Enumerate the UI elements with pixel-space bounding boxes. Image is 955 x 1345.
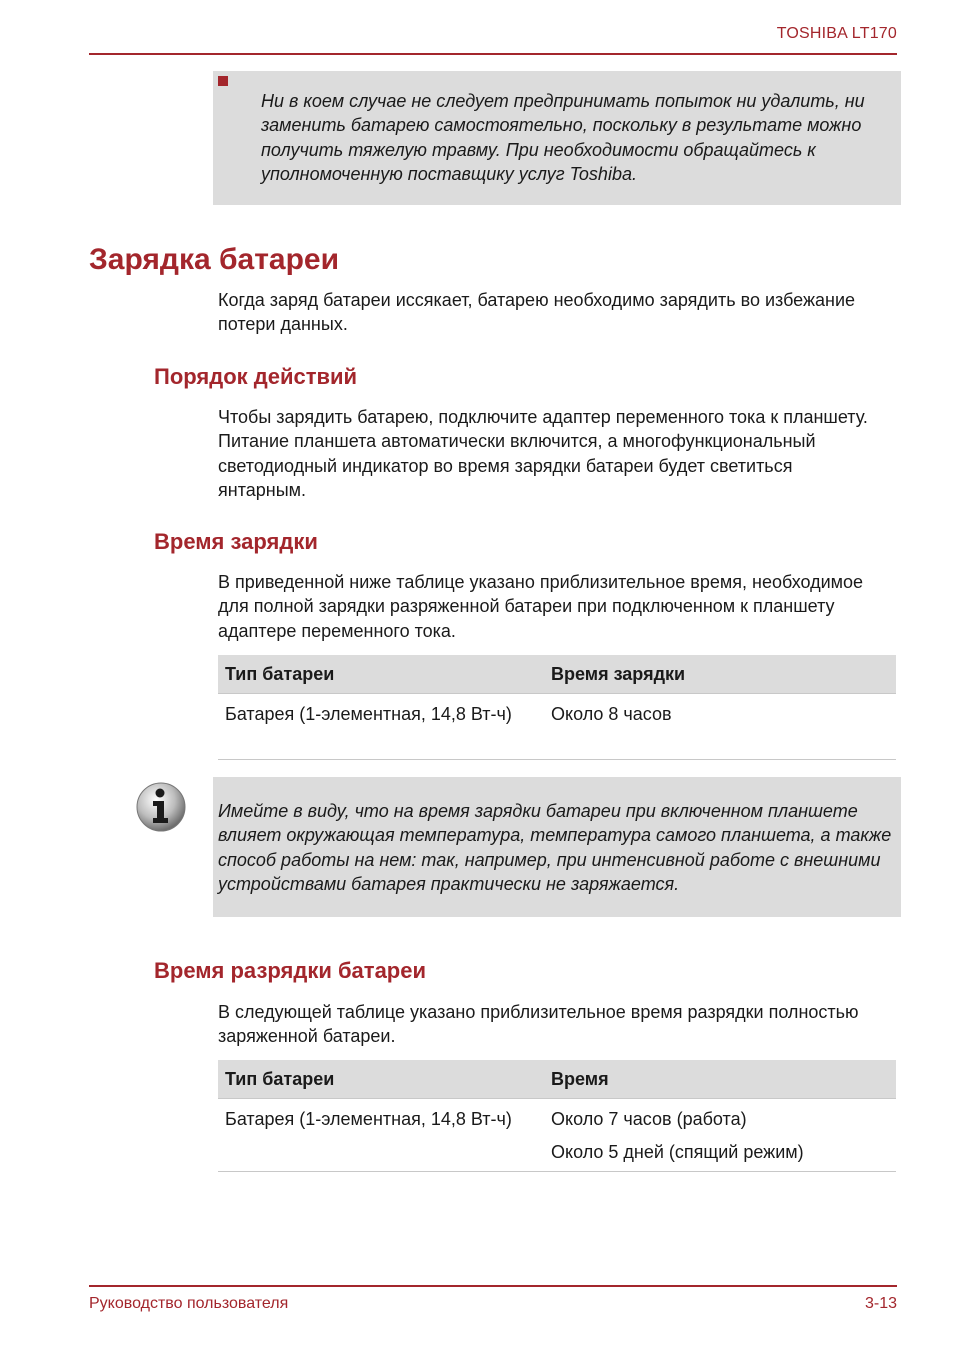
table-cell: Батарея (1-элементная, 14,8 Вт-ч) — [218, 694, 544, 760]
info-icon — [135, 781, 187, 833]
discharge-time-table — [218, 1060, 896, 1172]
footer-doc-title: Руководство пользователя — [89, 1295, 289, 1312]
table-header-cell: Тип батареи — [218, 1060, 544, 1099]
table-header-row — [218, 655, 896, 694]
discharge-time-value: Около 7 часов (работа) — [551, 1109, 747, 1129]
table-header-cell: Время зарядки — [544, 655, 896, 694]
page-number: 3-13 — [864, 1295, 897, 1312]
table-header-cell: Тип батареи — [218, 655, 544, 694]
charge-time-title: Время зарядки — [154, 529, 318, 554]
header-rule — [89, 53, 897, 55]
note-text: Имейте в виду, что на время зарядки батареи при включенном планшете влияет окружающая температура, температура самого планшета, а также способ работы на нем: так, например, при интенсивной работе с внешними устройствами батарея практически не заряжается. — [218, 801, 892, 895]
charge-time-table — [218, 655, 896, 760]
procedure-title: Порядок действий — [154, 364, 358, 389]
discharge-time-title: Время разрядки батареи — [154, 958, 427, 983]
discharge-time-value: Около 5 дней (спящий режим) — [551, 1142, 804, 1163]
table-cell: Около 8 часов — [544, 694, 896, 760]
footer-rule — [89, 1285, 897, 1287]
warning-bullet-icon — [218, 76, 228, 86]
discharge-time-text: В следующей таблице указано приблизительное время разрядки полностью заряженной батареи. — [218, 1002, 859, 1047]
table-header-cell: Время — [544, 1060, 896, 1099]
procedure-text: Чтобы зарядить батарею, подключите адаптер переменного тока к планшету. Питание планшета автоматически включится, а многофункциональный светодиодный индикатор во время зарядки батареи будет светиться янтарным. — [218, 407, 868, 501]
table-cell — [544, 1099, 896, 1172]
charge-time-text: В приведенной ниже таблице указано приблизительное время, необходимое для полной зарядки разряженной батареи при подключенном к планшету адаптере переменного тока. — [218, 572, 864, 641]
header-title: TOSHIBA LT170 — [776, 25, 897, 42]
table-cell: Батарея (1-элементная, 14,8 Вт-ч) — [218, 1099, 544, 1172]
warning-box — [213, 71, 901, 205]
section-title: Зарядка батареи — [89, 243, 340, 276]
warning-text: Ни в коем случае не следует предпринимать попыток ни удалить, ни заменить батарею самостоятельно, поскольку в результате можно получить тяжелую травму. При необходимости обращайтесь к уполномоченную поставщику услуг Toshiba. — [261, 91, 865, 185]
table-row — [218, 694, 896, 760]
table-header-row — [218, 1060, 896, 1099]
section-intro: Когда заряд батареи иссякает, батарею необходимо зарядить во избежание потери данных. — [218, 290, 856, 335]
note-box — [213, 777, 901, 917]
table-row — [218, 1099, 896, 1172]
